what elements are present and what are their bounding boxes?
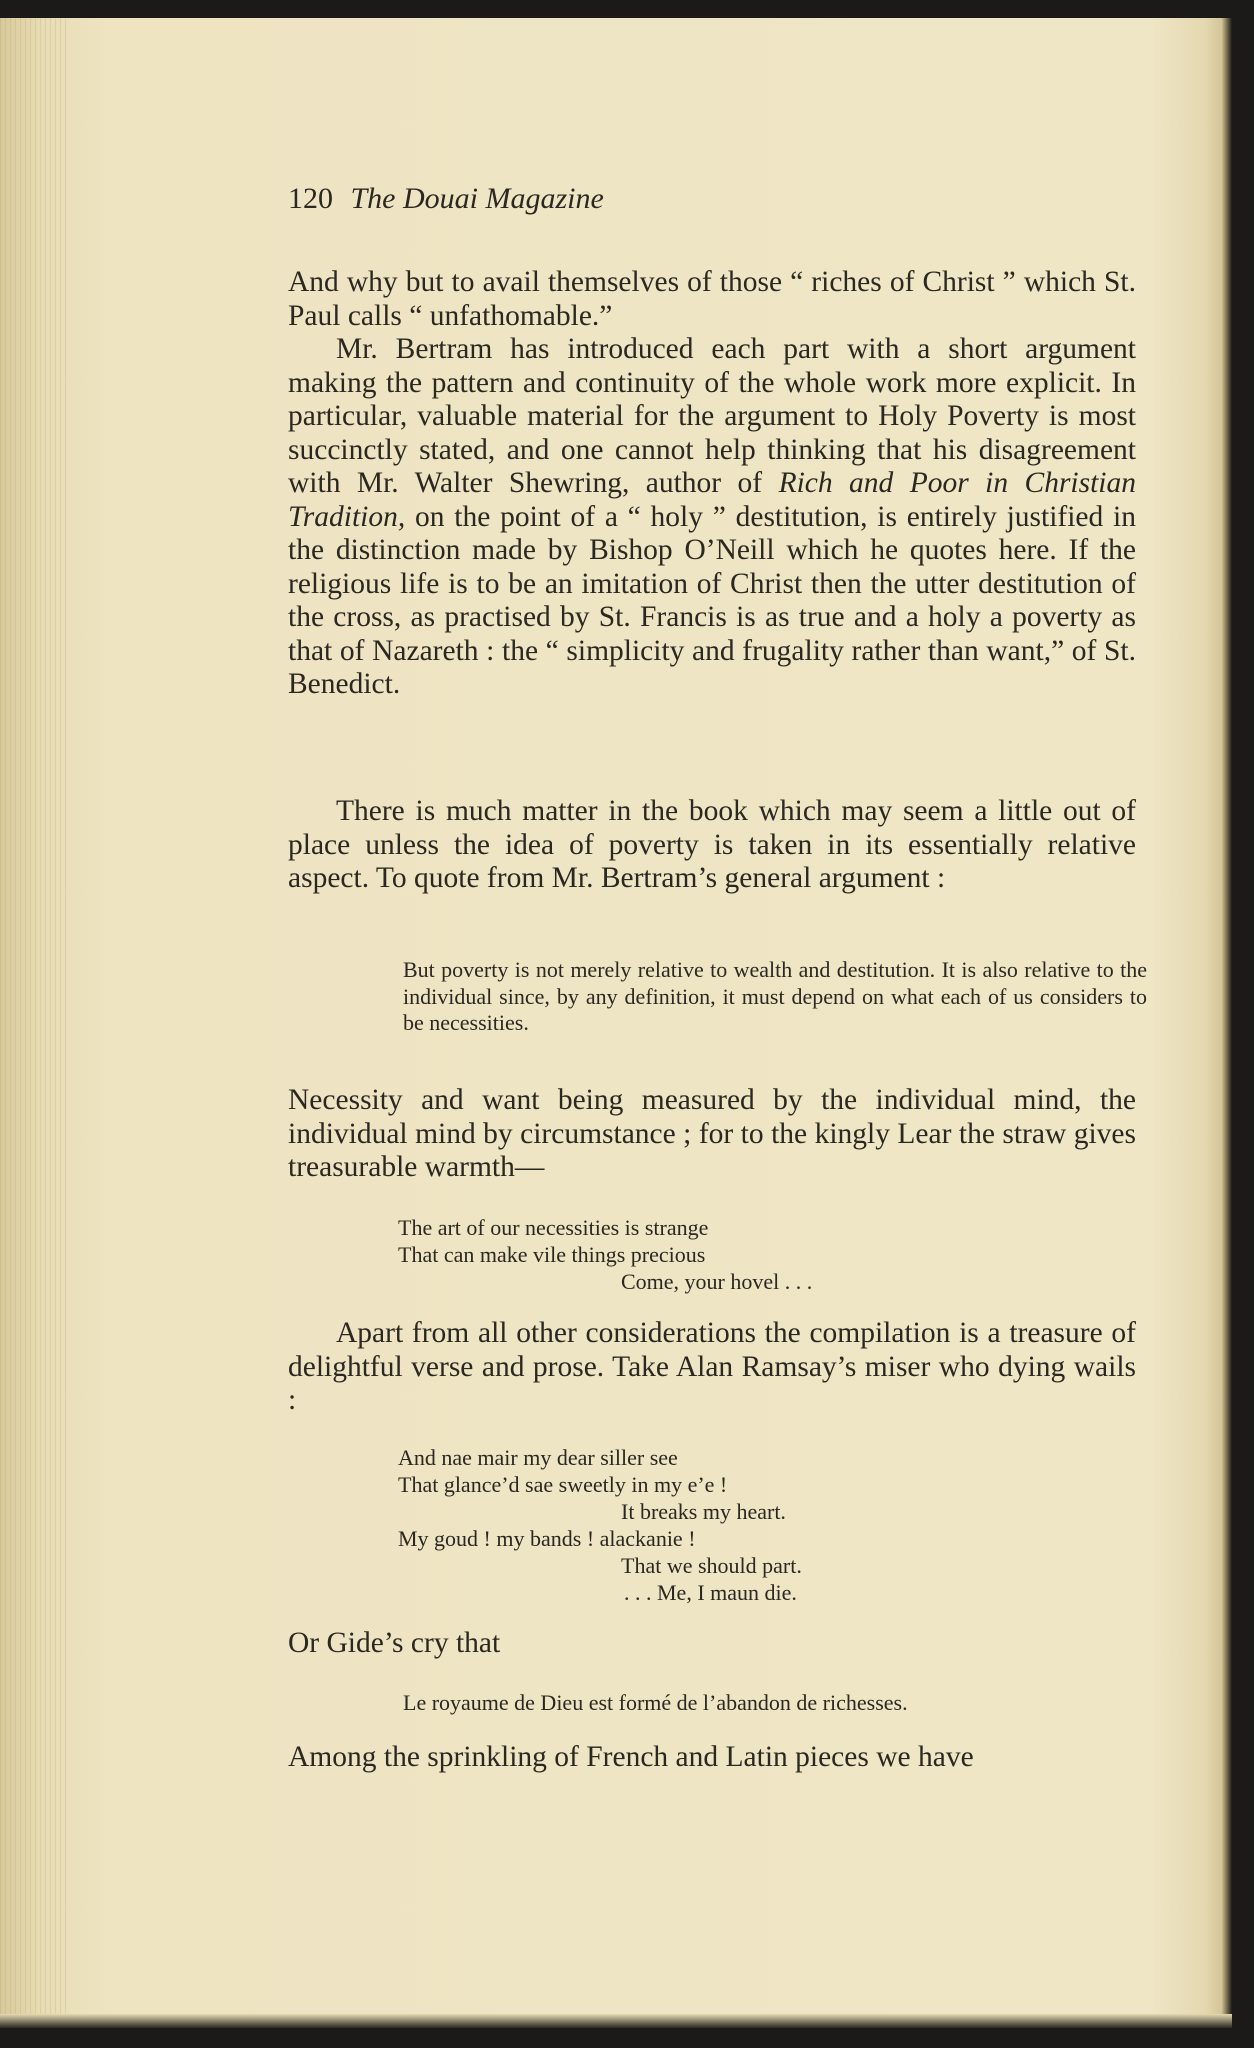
paragraph-2 <box>288 333 1136 702</box>
poem-line: . . . Me, I maun die. <box>624 1580 797 1605</box>
paragraph-4: Necessity and want being measured by the individual mind, the individual mind by circumstance ; for to the kingly Lear the straw gives treasurable warmth— <box>288 1084 1136 1183</box>
gide-quote: Le royaume de Dieu est formé de l’abandon de richesses. <box>403 1690 908 1715</box>
book-title-italic: Rich and Poor in Christian Tradition, <box>288 467 1137 533</box>
poem-line: It breaks my heart. <box>621 1499 786 1524</box>
page-bottom-shadow <box>0 2014 1232 2028</box>
paragraph-6: Or Gide’s cry that <box>288 1627 501 1659</box>
poem-line: That can make vile things precious <box>398 1242 706 1267</box>
paragraph-2-text-a: Mr. Bertram has introduced each part with a short argument making the pattern and continuity of the whole work more explicit. In particular, valuable material for the argument to Holy Poverty is most succinctly stated, and one cannot help thinking that his disagreement with Mr. Walter Shewring, author of <box>288 333 1136 499</box>
page-number: 120 <box>288 182 333 215</box>
text-block-1 <box>288 266 1136 702</box>
text-block-6 <box>288 1741 1136 1775</box>
text-block-5 <box>288 1627 1136 1661</box>
paragraph-2-text-b: on the point of a “ holy ” destitution, is entirely justified in the distinction made by Bishop O’Neill which he quotes here. If the religious life is to be an imitation of Christ then the utter destitution of the cross, as practised by St. Francis is as true and a holy a poverty as that of Nazareth : the “ simplicity and frugality rather than want,” of St. Benedict. <box>288 500 1136 700</box>
paragraph-5: Apart from all other considerations the compilation is a treasure of delightful verse and prose. Take Alan Ramsay’s miser who dying wails : <box>288 1317 1136 1416</box>
running-title: The Douai Magazine <box>350 182 604 215</box>
running-header <box>288 182 604 216</box>
poem-line: That we should part. <box>621 1553 802 1578</box>
text-block-2 <box>288 795 1136 896</box>
poem-lear <box>398 1214 812 1295</box>
paragraph-3: There is much matter in the book which may seem a little out of place unless the idea of poverty is taken in its essentially relative aspect. To quote from Mr. Bertram’s general argument : <box>288 795 1136 894</box>
paragraph-7: Among the sprinkling of French and Latin pieces we have <box>288 1741 974 1773</box>
block-quote-1: But poverty is not merely relative to wealth and destitution. It is also relative to the individual since, by any definition, it must depend on what each of us considers to be necessities. <box>403 957 1147 1035</box>
text-block-4 <box>288 1317 1136 1418</box>
poem-line: My goud ! my bands ! alackanie ! <box>398 1526 696 1551</box>
page-gutter-shadow <box>1222 18 1232 2028</box>
poem-line: The art of our necessities is strange <box>398 1215 709 1240</box>
page-stack-edges <box>0 18 70 2028</box>
poem-ramsay <box>398 1444 802 1606</box>
poem-line: Come, your hovel . . . <box>621 1269 813 1294</box>
poem-line: That glance’d sae sweetly in my e’e ! <box>398 1472 728 1497</box>
poem-line: And nae mair my dear siller see <box>398 1445 678 1470</box>
paragraph-1: And why but to avail themselves of those “ riches of Christ ” which St. Paul calls “ unfathomable.” <box>288 266 1136 332</box>
text-block-3 <box>288 1084 1136 1185</box>
